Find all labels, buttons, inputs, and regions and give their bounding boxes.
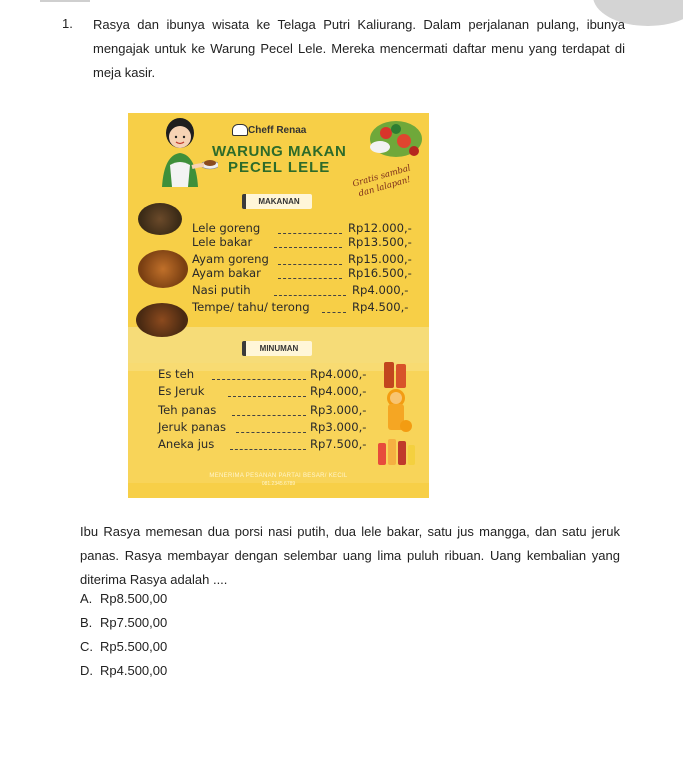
ayam-food-image (138, 250, 188, 288)
food-price: Rp12.000,- (348, 221, 412, 235)
drink-section-header: MINUMAN (242, 341, 312, 356)
food-price: Rp4.000,- (352, 283, 409, 297)
menu-phone: 081.2345.6789 (261, 481, 296, 487)
food-name: Lele goreng (192, 221, 261, 235)
juice-glasses-image (374, 433, 418, 469)
food-section-header: MAKANAN (242, 194, 312, 209)
menu-title-line1: WARUNG MAKAN (212, 143, 347, 160)
option-d[interactable] (80, 663, 167, 678)
food-price: Rp16.500,- (348, 266, 412, 280)
drink-price: Rp7.500,- (310, 437, 367, 451)
orange-juice-image (378, 398, 414, 434)
option-label: D. (80, 663, 93, 678)
option-b[interactable] (80, 615, 167, 630)
question-intro: Rasya dan ibunya wisata ke Telaga Putri Kaliurang. Dalam perjalanan pulang, ibunya mengajak untuk ke Warung Pecel Lele. Mereka mencermati daftar menu yang terdapat di meja kasir. (93, 17, 625, 80)
option-a[interactable] (80, 591, 167, 606)
food-price: Rp4.500,- (352, 300, 409, 314)
lele-food-image (138, 203, 182, 235)
option-text: Rp8.500,00 (100, 591, 168, 606)
option-text: Rp5.500,00 (100, 639, 168, 654)
chef-illustration (152, 115, 218, 187)
drink-name: Jeruk panas (158, 420, 227, 434)
drink-name: Aneka jus (158, 437, 215, 451)
drink-price: Rp3.000,- (310, 420, 367, 434)
tempe-food-image (136, 303, 188, 337)
drink-price: Rp4.000,- (310, 384, 367, 398)
question-problem: Ibu Rasya memesan dua porsi nasi putih, dua lele bakar, satu jus mangga, dan satu jeruk panas. Rasya membayar dengan selembar uang lima puluh ribuan. Uang kembalian yang diterima Rasya adalah .... (80, 524, 620, 587)
menu-brand: Cheff Renaa (248, 125, 307, 136)
free-sambal-note: Gratis sambal dan lalapan! (351, 163, 412, 200)
food-price: Rp15.000,- (348, 252, 412, 266)
option-label: A. (80, 591, 93, 606)
top-divider (40, 0, 90, 2)
menu-title-line2: PECEL LELE (228, 159, 331, 176)
drink-price: Rp4.000,- (310, 367, 367, 381)
chef-hat-icon (232, 124, 248, 136)
food-price: Rp13.500,- (348, 235, 412, 249)
option-text: Rp7.500,00 (100, 615, 168, 630)
food-name: Lele bakar (192, 235, 253, 249)
drink-name: Es Jeruk (158, 384, 205, 398)
food-name: Ayam bakar (192, 266, 261, 280)
option-label: C. (80, 639, 93, 654)
drink-name: Teh panas (158, 403, 217, 417)
food-name: Tempe/ tahu/ terong (192, 300, 310, 314)
option-c[interactable] (80, 639, 167, 654)
question-number: 1. (62, 16, 73, 31)
food-name: Nasi putih (192, 283, 251, 297)
iced-tea-image (378, 358, 412, 392)
menu-image (128, 113, 429, 498)
option-text: Rp4.500,00 (100, 663, 168, 678)
menu-footer: MENERIMA PESANAN PARTAI BESAR/ KECIL (209, 473, 348, 479)
food-name: Ayam goreng (192, 252, 269, 266)
drink-price: Rp3.000,- (310, 403, 367, 417)
salad-illustration (356, 117, 426, 165)
drink-name: Es teh (158, 367, 195, 381)
option-label: B. (80, 615, 93, 630)
